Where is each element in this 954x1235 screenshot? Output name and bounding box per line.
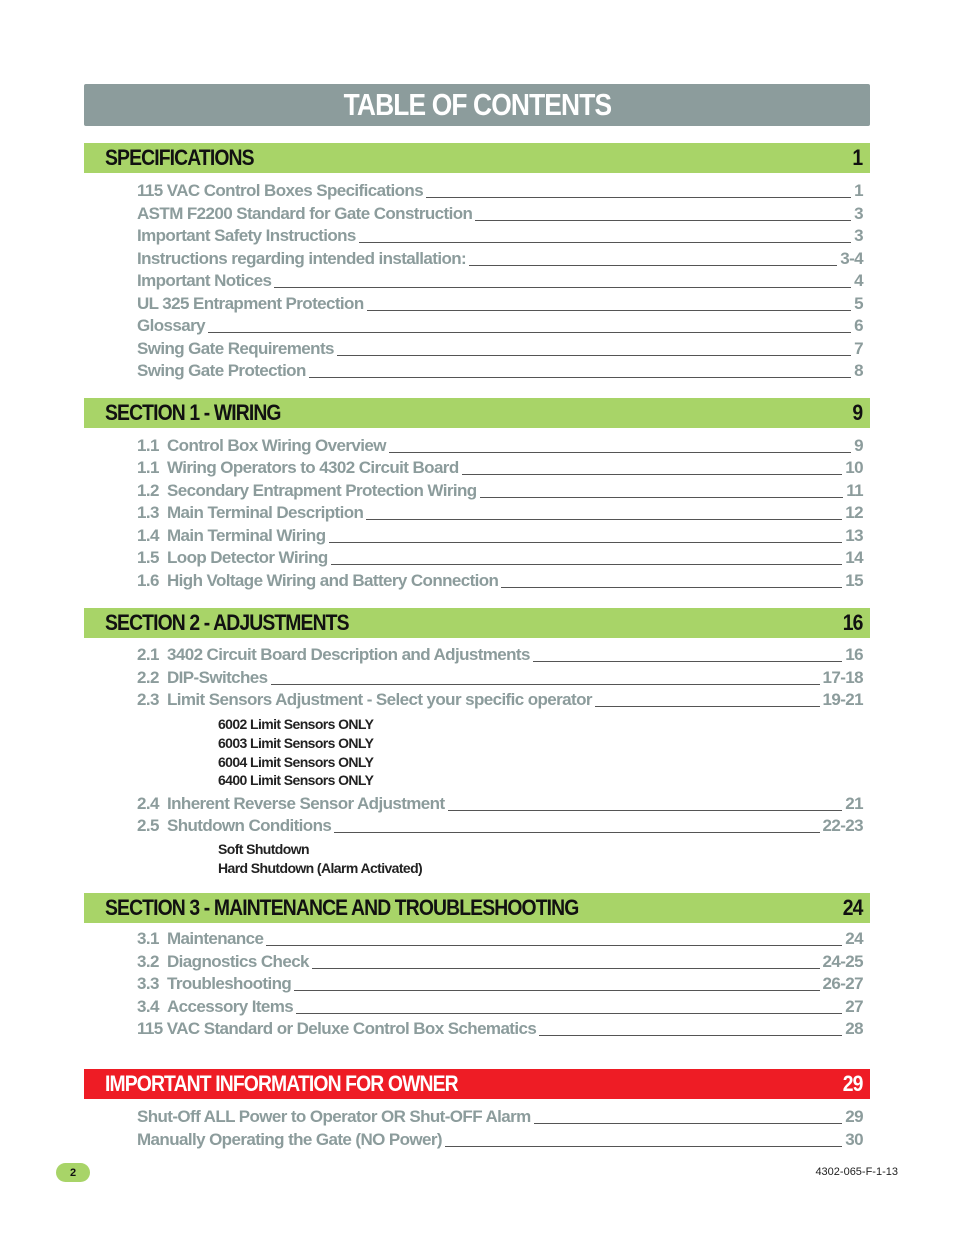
entry-number: 3.4 — [137, 997, 159, 1016]
section-label: SECTION 2 - ADJUSTMENTS — [105, 610, 349, 635]
entry-page: 15 — [845, 571, 863, 590]
section-label: SECTION 3 - MAINTENANCE AND TROUBLESHOOTING — [105, 895, 579, 920]
entry-text: 115 VAC Control Boxes Specifications — [137, 181, 424, 200]
entry-number: 2.5 — [137, 816, 159, 835]
entry-text: Limit Sensors Adjustment - Select your specific operator — [167, 690, 592, 709]
entry-text: Diagnostics Check — [167, 952, 309, 971]
section-header-wiring[interactable] — [84, 398, 870, 428]
toc-entry[interactable] — [137, 458, 863, 478]
entry-text: Main Terminal Wiring — [167, 526, 326, 545]
entry-page: 8 — [854, 361, 863, 380]
entry-text: Troubleshooting — [167, 974, 292, 993]
toc-entry[interactable] — [137, 226, 863, 246]
entry-text: Main Terminal Description — [167, 503, 364, 522]
entry-page: 6 — [854, 316, 863, 335]
entry-number: 2.1 — [137, 645, 159, 664]
toc-entry[interactable] — [137, 690, 863, 710]
page-title: TABLE OF CONTENTS — [343, 87, 611, 122]
entry-page: 4 — [854, 271, 863, 290]
toc-entry[interactable] — [137, 668, 863, 688]
entry-page: 13 — [845, 526, 863, 545]
entry-page: 16 — [845, 645, 863, 664]
leader-line — [462, 474, 843, 475]
entry-page: 26-27 — [822, 974, 863, 993]
entry-number: 2.4 — [137, 794, 159, 813]
toc-entry[interactable] — [137, 481, 863, 501]
entry-number: 3.3 — [137, 974, 159, 993]
entry-page: 11 — [846, 481, 863, 500]
entry-number: 1.3 — [137, 503, 159, 522]
entry-page: 17-18 — [822, 668, 863, 687]
entry-number: 1.6 — [137, 571, 159, 590]
shutdown-note: Hard Shutdown (Alarm Activated) — [218, 860, 423, 876]
entry-page: 3-4 — [840, 249, 863, 268]
leader-line — [448, 810, 843, 811]
leader-line — [534, 1123, 843, 1124]
leader-line — [539, 1035, 842, 1036]
leader-line — [296, 1013, 842, 1014]
entry-page: 3 — [854, 226, 863, 245]
entry-page: 24-25 — [822, 952, 863, 971]
entry-number: 1.2 — [137, 481, 159, 500]
toc-entry[interactable] — [137, 181, 863, 201]
leader-line — [334, 832, 819, 833]
entry-text: Shut-Off ALL Power to Operator OR Shut-OFF Alarm — [137, 1107, 531, 1126]
entry-text: Secondary Entrapment Protection Wiring — [167, 481, 477, 500]
entry-number: 2.3 — [137, 690, 159, 709]
leader-line — [367, 310, 852, 311]
entry-page: 21 — [845, 794, 863, 813]
section-page: 9 — [852, 400, 862, 425]
section-label: SPECIFICATIONS — [105, 145, 254, 170]
entry-text: Accessory Items — [167, 997, 294, 1016]
entry-number: 1.1 — [137, 458, 159, 477]
section-label: IMPORTANT INFORMATION FOR OWNER — [105, 1071, 458, 1096]
entry-page: 24 — [845, 929, 863, 948]
section-header-maintenance[interactable] — [84, 893, 870, 923]
entry-page: 3 — [854, 204, 863, 223]
section-page: 29 — [842, 1071, 862, 1096]
entry-page: 28 — [845, 1019, 863, 1038]
leader-line — [309, 377, 851, 378]
entry-page: 27 — [845, 997, 863, 1016]
section-header-adjustments[interactable] — [84, 608, 870, 638]
toc-entry[interactable] — [137, 1130, 863, 1150]
leader-line — [480, 497, 844, 498]
leader-line — [312, 968, 820, 969]
entry-page: 19-21 — [822, 690, 863, 709]
leader-line — [294, 990, 819, 991]
entry-text: High Voltage Wiring and Battery Connection — [167, 571, 499, 590]
leader-line — [331, 564, 843, 565]
toc-entry[interactable] — [137, 816, 863, 836]
entry-page: 7 — [854, 339, 863, 358]
entry-text: Important Safety Instructions — [137, 226, 356, 245]
toc-entry[interactable] — [137, 339, 863, 359]
limit-sensor-note: 6003 Limit Sensors ONLY — [218, 735, 374, 751]
leader-line — [266, 945, 842, 946]
leader-line — [426, 197, 851, 198]
limit-sensor-note: 6004 Limit Sensors ONLY — [218, 754, 374, 770]
entry-text: Glossary — [137, 316, 205, 335]
toc-entry[interactable] — [137, 571, 863, 591]
toc-entry[interactable] — [137, 974, 863, 994]
entry-text: Swing Gate Requirements — [137, 339, 334, 358]
leader-line — [595, 706, 820, 707]
leader-line — [274, 287, 851, 288]
entry-text: Manually Operating the Gate (NO Power) — [137, 1130, 442, 1149]
toc-entry[interactable] — [137, 645, 863, 665]
toc-entry[interactable] — [137, 204, 863, 224]
entry-text: Wiring Operators to 4302 Circuit Board — [167, 458, 459, 477]
section-page: 24 — [842, 895, 862, 920]
entry-text: Maintenance — [167, 929, 264, 948]
limit-sensor-note: 6002 Limit Sensors ONLY — [218, 716, 374, 732]
toc-entry[interactable] — [137, 249, 863, 269]
entry-text: UL 325 Entrapment Protection — [137, 294, 364, 313]
entry-text: Control Box Wiring Overview — [167, 436, 386, 455]
entry-text: Swing Gate Protection — [137, 361, 306, 380]
leader-line — [366, 519, 842, 520]
toc-entry[interactable] — [137, 794, 863, 814]
limit-sensor-note: 6400 Limit Sensors ONLY — [218, 772, 374, 788]
toc-entry[interactable] — [137, 361, 863, 381]
entry-text: Instructions regarding intended installation: — [137, 249, 467, 268]
entry-number: 1.5 — [137, 548, 159, 567]
shutdown-note: Soft Shutdown — [218, 841, 309, 857]
page-number-badge — [56, 1163, 90, 1182]
leader-line — [533, 661, 842, 662]
toc-entry[interactable] — [137, 997, 863, 1017]
entry-text: Shutdown Conditions — [167, 816, 332, 835]
document-code: 4302-065-F-1-13 — [815, 1166, 898, 1178]
leader-line — [208, 332, 851, 333]
entry-number: 1.4 — [137, 526, 159, 545]
toc-entry[interactable] — [137, 526, 863, 546]
entry-number: 1.1 — [137, 436, 159, 455]
entry-page: 12 — [845, 503, 863, 522]
entry-page: 9 — [854, 436, 863, 455]
toc-entry[interactable] — [137, 436, 863, 456]
leader-line — [389, 452, 851, 453]
entry-text: ASTM F2200 Standard for Gate Construction — [137, 204, 473, 223]
entry-page: 30 — [845, 1130, 863, 1149]
leader-line — [329, 542, 843, 543]
entry-text: 3402 Circuit Board Description and Adjustments — [167, 645, 530, 664]
toc-entry[interactable] — [137, 548, 863, 568]
entry-page: 22-23 — [822, 816, 863, 835]
toc-entry[interactable] — [137, 1019, 863, 1039]
entry-text: 115 VAC Standard or Deluxe Control Box Schematics — [137, 1019, 537, 1038]
toc-entry[interactable] — [137, 503, 863, 523]
entry-number: 3.2 — [137, 952, 159, 971]
entry-text: Inherent Reverse Sensor Adjustment — [167, 794, 445, 813]
entry-number: 2.2 — [137, 668, 159, 687]
toc-entry[interactable] — [137, 1107, 863, 1127]
toc-title-bar — [84, 84, 870, 126]
entry-number: 3.1 — [137, 929, 159, 948]
page-number: 2 — [69, 1166, 77, 1179]
entry-page: 1 — [854, 181, 863, 200]
toc-entry[interactable] — [137, 929, 863, 949]
toc-entry[interactable] — [137, 271, 863, 291]
entry-page: 14 — [845, 548, 863, 567]
leader-line — [475, 220, 851, 221]
entry-text: Loop Detector Wiring — [167, 548, 328, 567]
entry-text: Important Notices — [137, 271, 272, 290]
toc-entry[interactable] — [137, 952, 863, 972]
leader-line — [501, 587, 842, 588]
section-label: SECTION 1 - WIRING — [105, 400, 281, 425]
leader-line — [445, 1146, 842, 1147]
leader-line — [271, 684, 820, 685]
toc-entry[interactable] — [137, 316, 863, 336]
leader-line — [469, 265, 837, 266]
toc-entry[interactable] — [137, 294, 863, 314]
entry-page: 29 — [845, 1107, 863, 1126]
section-page: 1 — [852, 145, 862, 170]
entry-page: 10 — [845, 458, 863, 477]
section-header-owner-info[interactable] — [84, 1069, 870, 1099]
entry-text: DIP-Switches — [167, 668, 268, 687]
section-page: 16 — [842, 610, 862, 635]
section-header-specifications[interactable] — [84, 143, 870, 173]
leader-line — [359, 242, 851, 243]
entry-page: 5 — [854, 294, 863, 313]
leader-line — [337, 355, 851, 356]
